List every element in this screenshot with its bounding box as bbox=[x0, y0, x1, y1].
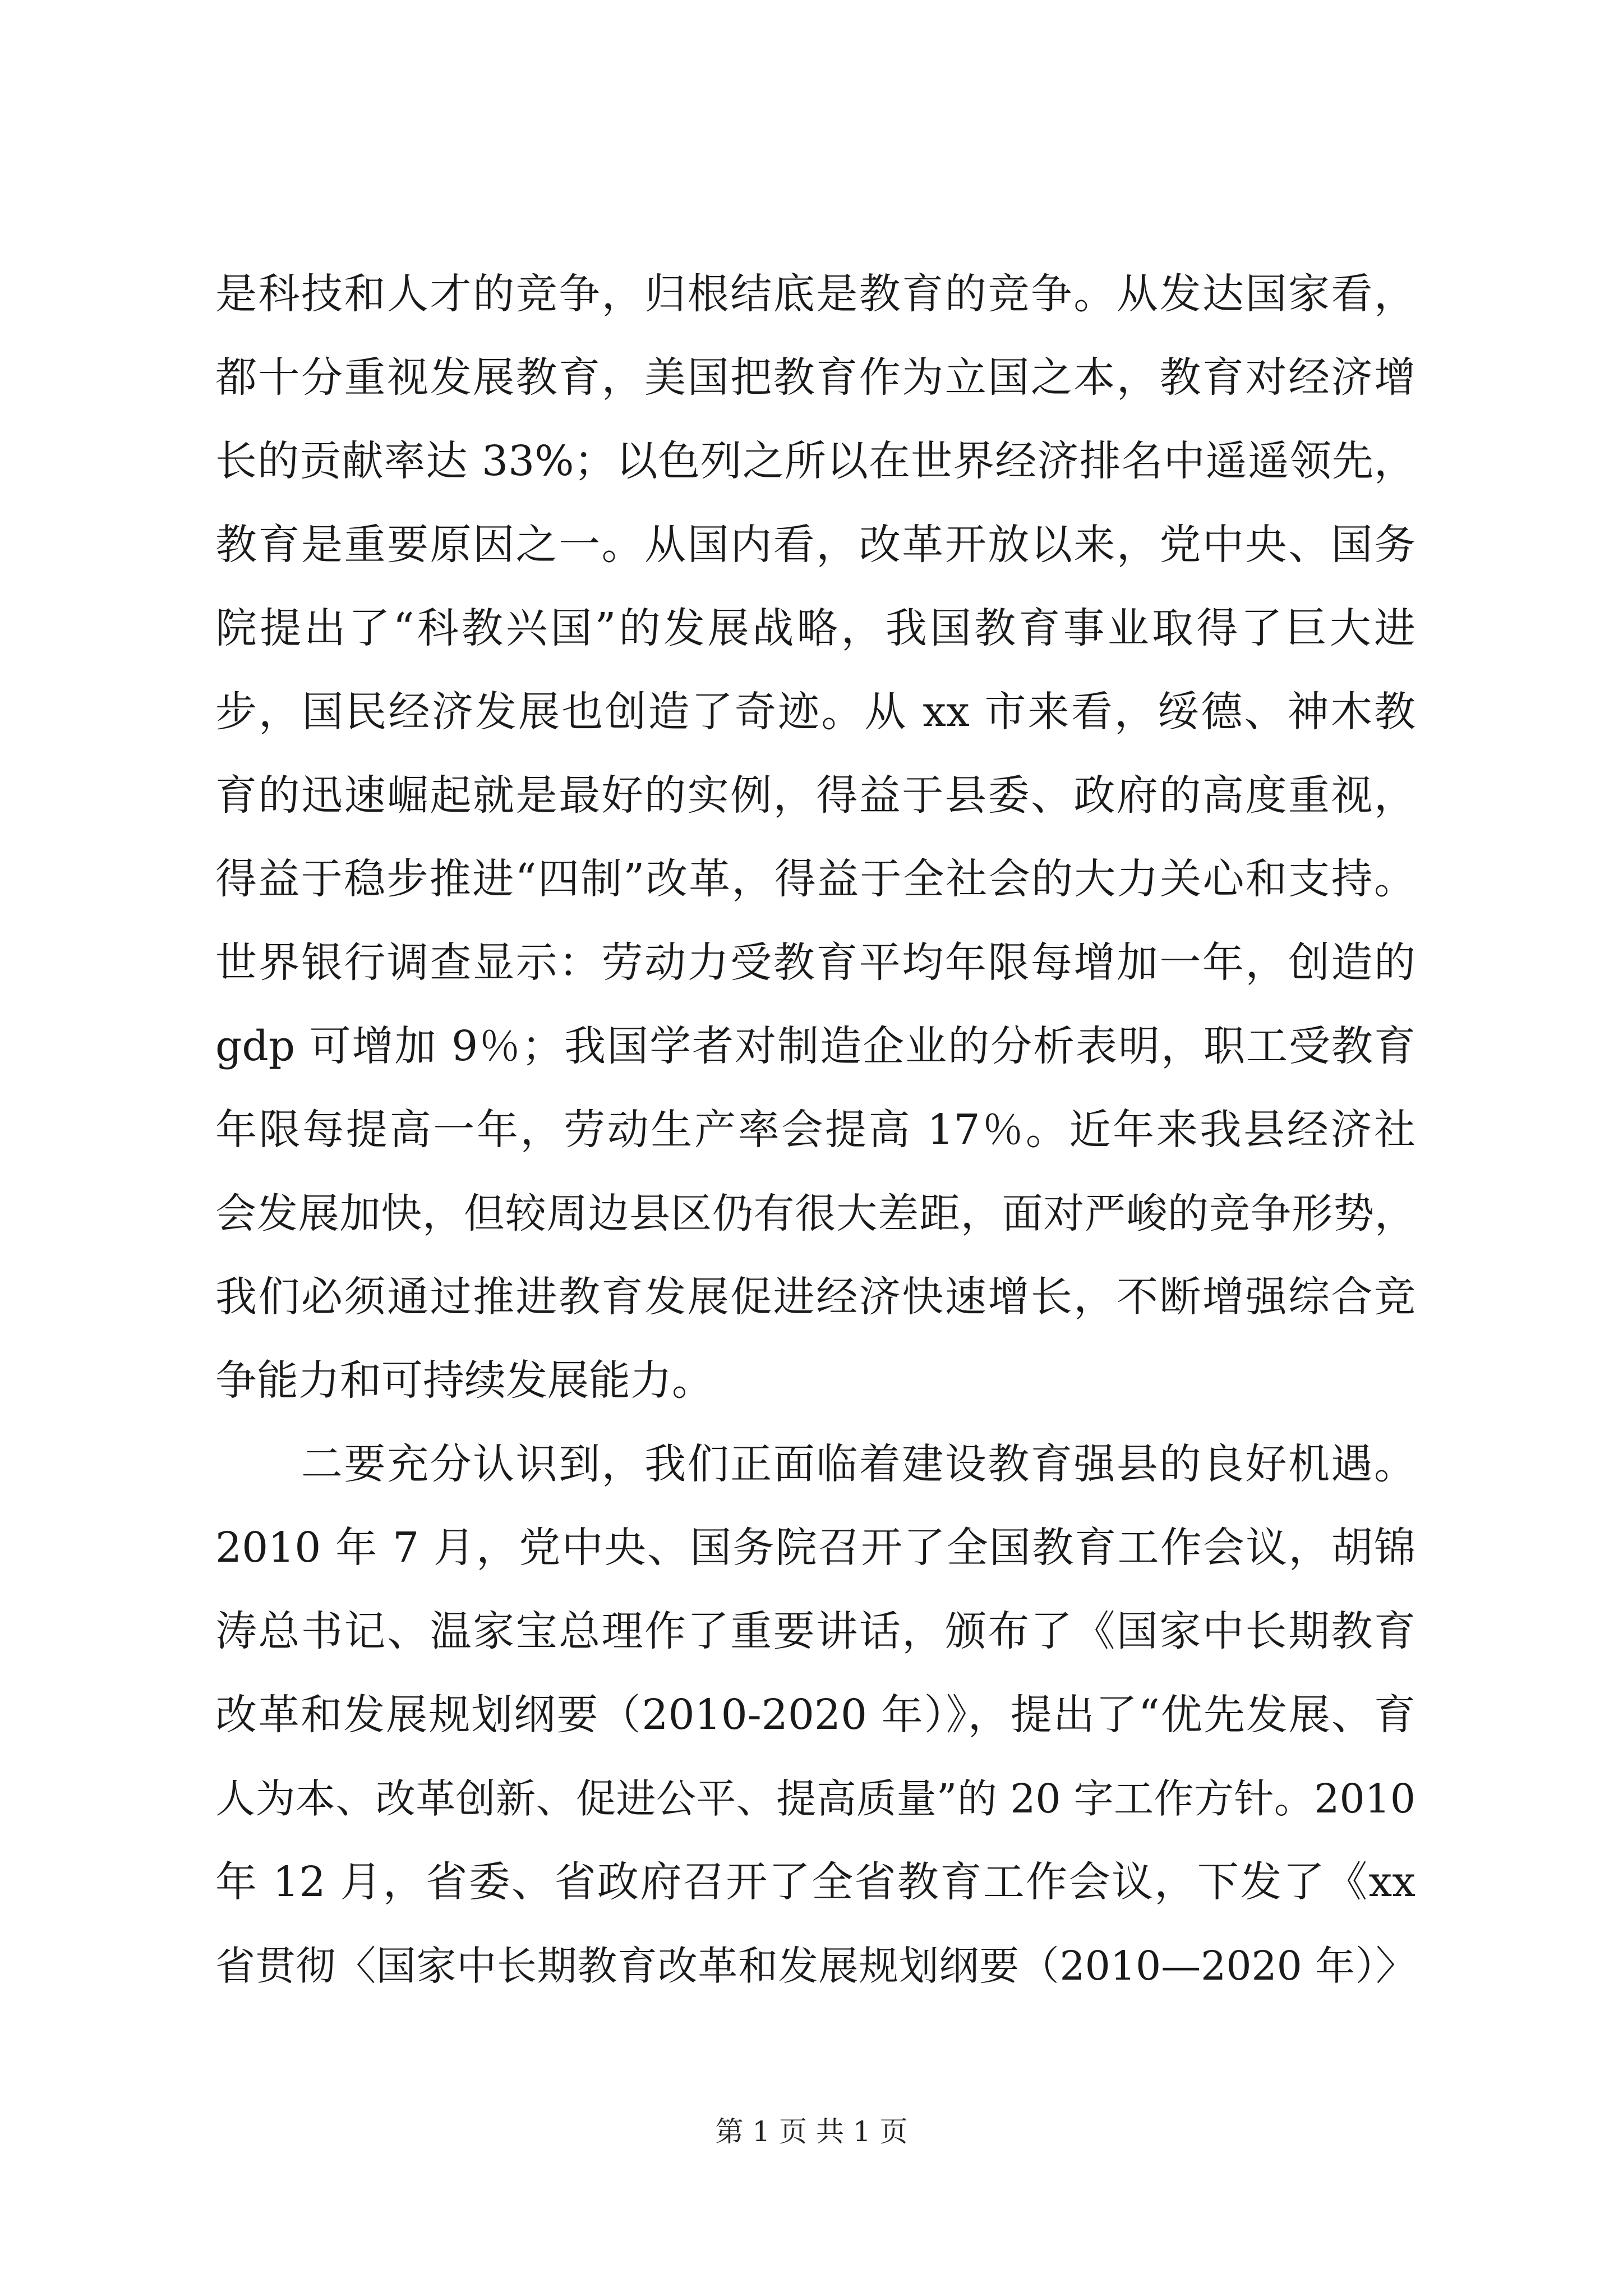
text-line: 年限每提高一年，劳动生产率会提高 17％。近年来我县经济社 bbox=[215, 1106, 1415, 1154]
text-line: 世界银行调查显示：劳动力受教育平均年限每增加一年，创造的 bbox=[215, 938, 1415, 987]
text-line: 年 12 月，省委、省政府召开了全省教育工作会议，下发了《xx bbox=[215, 1858, 1415, 1906]
text-line: 会发展加快，但较周边县区仍有很大差距，面对严峻的竞争形势， bbox=[215, 1190, 1415, 1237]
text-line: 都十分重视发展教育，美国把教育作为立国之本，教育对经济增 bbox=[215, 353, 1415, 402]
text-line: 步，国民经济发展也创造了奇迹。从 xx 市来看，绥德、神木教 bbox=[215, 688, 1415, 736]
text-line: 我们必须通过推进教育发展促进经济快速增长，不断增强综合竞 bbox=[215, 1273, 1415, 1321]
text-line: 长的贡献率达 33%；以色列之所以在世界经济排名中遥遥领先， bbox=[215, 437, 1415, 485]
text-line: 涛总书记、温家宝总理作了重要讲话，颁布了《国家中长期教育 bbox=[215, 1607, 1415, 1655]
text-line: gdp 可增加 9％；我国学者对制造企业的分析表明，职工受教育 bbox=[215, 1022, 1415, 1070]
page-footer: 第 1 页 共 1 页 bbox=[715, 2115, 908, 2148]
document-body bbox=[215, 252, 1415, 2008]
text-line: 是科技和人才的竞争，归根结底是教育的竞争。从发达国家看， bbox=[215, 270, 1415, 318]
text-line: 二要充分认识到，我们正面临着建设教育强县的良好机遇。 bbox=[215, 1440, 1415, 1488]
text-line: 院提出了“科教兴国”的发展战略，我国教育事业取得了巨大进 bbox=[215, 604, 1415, 652]
text-line: 得益于稳步推进“四制”改革，得益于全社会的大力关心和支持。 bbox=[215, 855, 1415, 903]
text-line: 2010 年 7 月，党中央、国务院召开了全国教育工作会议，胡锦 bbox=[215, 1524, 1415, 1572]
text-line: 省贯彻〈国家中长期教育改革和发展规划纲要（2010—2020 年）〉 bbox=[215, 1943, 1415, 1989]
text-line: 教育是重要原因之一。从国内看，改革开放以来，党中央、国务 bbox=[215, 521, 1415, 569]
text-line: 人为本、改革创新、促进公平、提高质量”的 20 字工作方针。2010 bbox=[215, 1775, 1415, 1822]
text-line: 争能力和可持续发展能力。 bbox=[215, 1356, 713, 1405]
text-line: 育的迅速崛起就是最好的实例，得益于县委、政府的高度重视， bbox=[215, 771, 1415, 820]
text-line: 改革和发展规划纲要（2010-2020 年）》，提出了“优先发展、育 bbox=[215, 1691, 1415, 1739]
